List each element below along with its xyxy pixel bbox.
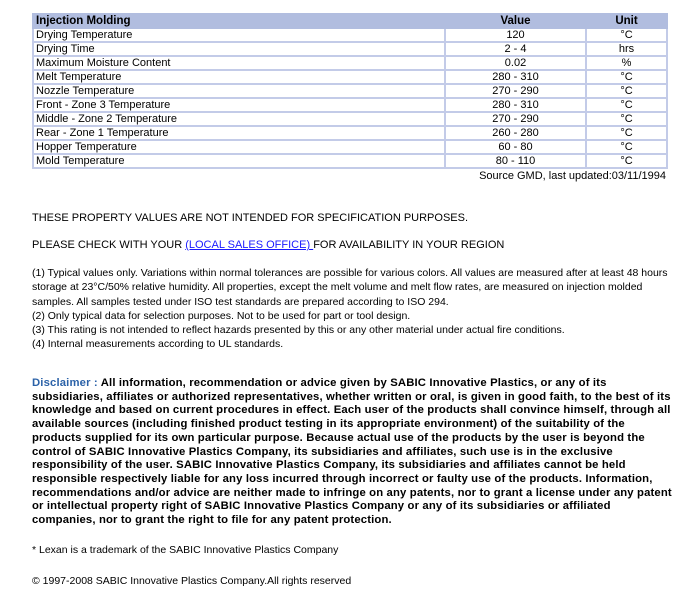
unit-cell: °C — [586, 126, 667, 140]
local-sales-office-link[interactable]: (LOCAL SALES OFFICE) — [185, 239, 314, 251]
table-row — [33, 140, 667, 154]
value-cell: 120 — [445, 28, 586, 42]
value-cell: 60 - 80 — [445, 140, 586, 154]
source-note: Source GMD, last updated:03/11/1994 — [479, 170, 666, 182]
table-header-row — [33, 14, 667, 28]
property-cell: Drying Time — [33, 42, 445, 56]
value-cell: 270 - 290 — [445, 84, 586, 98]
footnote-1: (1) Typical values only. Variations within normal tolerances are possible for various colors. All values are measured after at least 48 hours storage at 23°C/50% relative humidity. All properties, except the melt volume and melt flow rates, are measured on injection molded samples. All samples tested under ISO test standards are prepared according to ISO 294. — [32, 267, 668, 308]
injection-molding-table — [32, 13, 668, 169]
disclaimer-label: Disclaimer : — [32, 377, 101, 389]
property-cell: Nozzle Temperature — [33, 84, 445, 98]
disclaimer — [32, 377, 672, 528]
unit-cell: hrs — [586, 42, 667, 56]
header-unit: Unit — [586, 14, 667, 28]
disclaimer-text: All information, recommendation or advice given by SABIC Innovative Plastics, or any of its subsidiaries, affiliates or authorized representatives, whether written or oral, is given in good faith, to the best of its knowledge and based on current procedures in effect. Each user of the products shall convince himself, through all available sources (including finished product testing in its appropriate environment) of the suitability of the products supplied for its own particular purpose. Because actual use of the products by the user is beyond the control of SABIC Innovative Plastics Company, its subsidiaries and affiliates, such use is in the exclusive responsibility of the user. SABIC Innovative Plastics Company, its subsidiaries and affiliates cannot be held responsible respectively liable for any loss incurred through incorrect or faulty use of the products. Information, recommendations and/or advice are neither made to infringe on any patents, nor to grant a license under any patent or intellectual property right of SABIC Innovative Plastics Company or any of its subsidiaries or affiliated companies, nor to grant the right to file for any patent protection. — [32, 377, 672, 527]
footnote-4: (4) Internal measurements according to UL standards. — [32, 338, 284, 351]
unit-cell: °C — [586, 98, 667, 112]
value-cell: 280 - 310 — [445, 70, 586, 84]
property-cell: Maximum Moisture Content — [33, 56, 445, 70]
table-row — [33, 154, 667, 168]
table-row — [33, 112, 667, 126]
availability-prefix: PLEASE CHECK WITH YOUR — [32, 239, 186, 251]
unit-cell: °C — [586, 70, 667, 84]
table-row — [33, 70, 667, 84]
table-row — [33, 98, 667, 112]
copyright-note: © 1997-2008 SABIC Innovative Plastics Company.All rights reserved — [32, 575, 352, 587]
value-cell: 260 - 280 — [445, 126, 586, 140]
table-row — [33, 126, 667, 140]
injection-molding-section — [32, 13, 666, 182]
footnote-3: (3) This rating is not intended to reflect hazards presented by this or any other material under actual fire conditions. — [32, 324, 565, 337]
unit-cell: °C — [586, 154, 667, 168]
unit-cell: °C — [586, 140, 667, 154]
property-cell: Drying Temperature — [33, 28, 445, 42]
unit-cell: °C — [586, 84, 667, 98]
unit-cell: % — [586, 56, 667, 70]
footnote-2: (2) Only typical data for selection purposes. Not to be used for part or tool design. — [32, 309, 411, 322]
value-cell: 80 - 110 — [445, 154, 586, 168]
property-cell: Mold Temperature — [33, 154, 445, 168]
property-cell: Front - Zone 3 Temperature — [33, 98, 445, 112]
footnotes — [32, 266, 672, 352]
table-row — [33, 56, 667, 70]
table-row — [33, 28, 667, 42]
value-cell: 280 - 310 — [445, 98, 586, 112]
property-cell: Hopper Temperature — [33, 140, 445, 154]
header-value: Value — [445, 14, 586, 28]
value-cell: 2 - 4 — [445, 42, 586, 56]
table-row — [33, 42, 667, 56]
property-cell: Rear - Zone 1 Temperature — [33, 126, 445, 140]
value-cell: 0.02 — [445, 56, 586, 70]
unit-cell: °C — [586, 28, 667, 42]
trademark-note: * Lexan is a trademark of the SABIC Innovative Plastics Company — [32, 544, 339, 556]
property-cell: Middle - Zone 2 Temperature — [33, 112, 445, 126]
value-cell: 270 - 290 — [445, 112, 586, 126]
table-row — [33, 84, 667, 98]
spec-warning: THESE PROPERTY VALUES ARE NOT INTENDED FOR SPECIFICATION PURPOSES. — [32, 212, 469, 224]
availability-notice — [32, 239, 504, 251]
header-property: Injection Molding — [33, 14, 445, 28]
property-cell: Melt Temperature — [33, 70, 445, 84]
availability-suffix: FOR AVAILABILITY IN YOUR REGION — [313, 239, 505, 251]
unit-cell: °C — [586, 112, 667, 126]
